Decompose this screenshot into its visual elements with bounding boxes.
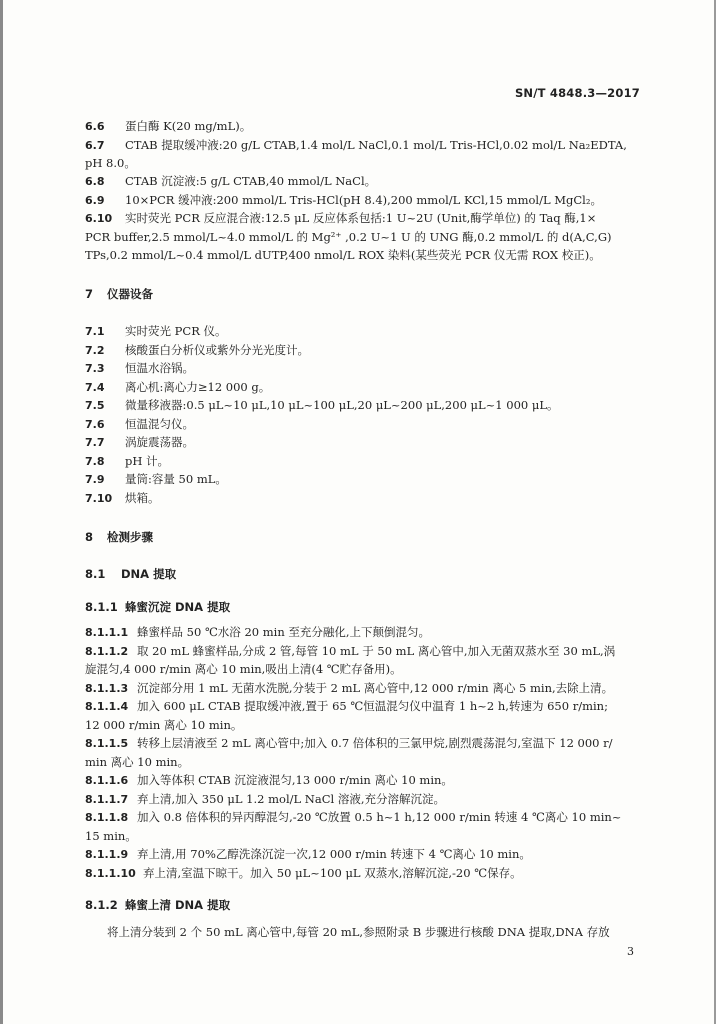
clause-6-10-cont2: TPs,0.2 mmol/L~0.4 mmol/L dUTP,400 nmol/L ROX 染料(某些荧光 PCR 仪无需 ROX 校正)。 bbox=[85, 248, 601, 262]
step-8-1-1-1: 8.1.1.1 蜂蜜样品 50 ℃水浴 20 min 至充分融化,上下颠倒混匀。 bbox=[85, 625, 431, 639]
step-8-1-1-2-cont: 旋混匀,4 000 r/min 离心 10 min,吸出上清(4 ℃贮存备用)。 bbox=[85, 662, 402, 676]
standard-number: SN/T 4848.3—2017 bbox=[514, 86, 640, 100]
clause-7-2: 7.2 核酸蛋白分析仪或紫外分光光度计。 bbox=[85, 343, 309, 357]
clause-6-10: 6.10 实时荧光 PCR 反应混合液:12.5 μL 反应体系包括:1 U~2U (Unit,酶学单位) 的 Taq 酶,1× bbox=[85, 211, 597, 225]
step-8-1-1-5: 8.1.1.5 转移上层清液至 2 mL 离心管中;加入 0.7 倍体积的三氯甲烷,剧烈震荡混匀,室温下 12 000 r/ bbox=[85, 736, 613, 750]
clause-7-5: 7.5 微量移液器:0.5 μL~10 μL,10 μL~100 μL,20 μL~200 μL,200 μL~1 000 μL。 bbox=[85, 398, 559, 412]
section-8-1-2-heading: 8.1.2 蜂蜜上清 DNA 提取 bbox=[85, 898, 231, 912]
step-8-1-1-3: 8.1.1.3 沉淀部分用 1 mL 无菌水洗脱,分装于 2 mL 离心管中,12 000 r/min 离心 5 min,去除上清。 bbox=[85, 681, 614, 695]
step-8-1-1-4: 8.1.1.4 加入 600 μL CTAB 提取缓冲液,置于 65 ℃恒温混匀仪中温育 1 h~2 h,转速为 650 r/min; bbox=[85, 699, 608, 713]
step-8-1-1-6: 8.1.1.6 加入等体积 CTAB 沉淀液混匀,13 000 r/min 离心 10 min。 bbox=[85, 773, 453, 787]
clause-7-8: 7.8 pH 计。 bbox=[85, 454, 170, 468]
clause-7-3: 7.3 恒温水浴锅。 bbox=[85, 361, 194, 375]
clause-6-10-cont: PCR buffer,2.5 mmol/L~4.0 mmol/L 的 Mg²⁺ ,0.2 U~1 U 的 UNG 酶,0.2 mmol/L 的 d(A,C,G) bbox=[85, 230, 612, 244]
clause-6-8: 6.8 CTAB 沉淀液:5 g/L CTAB,40 mmol/L NaCl。 bbox=[85, 174, 377, 188]
step-8-1-1-10: 8.1.1.10 弃上清,室温下晾干。加入 50 μL~100 μL 双蒸水,溶解沉淀,-20 ℃保存。 bbox=[85, 866, 522, 880]
step-8-1-1-4-cont: 12 000 r/min 离心 10 min。 bbox=[85, 718, 243, 732]
clause-7-4: 7.4 离心机:离心力≥12 000 g。 bbox=[85, 380, 271, 394]
clause-6-9: 6.9 10×PCR 缓冲液:200 mmol/L Tris-HCl(pH 8.4),200 mmol/L KCl,15 mmol/L MgCl₂。 bbox=[85, 193, 602, 207]
clause-6-6: 6.6 蛋白酶 K(20 mg/mL)。 bbox=[85, 119, 252, 133]
section-8-heading: 8 检测步骤 bbox=[85, 530, 153, 544]
step-8-1-1-8: 8.1.1.8 加入 0.8 倍体积的异丙醇混匀,-20 ℃放置 0.5 h~1 h,12 000 r/min 转速 4 ℃离心 10 min~ bbox=[85, 810, 622, 824]
step-8-1-1-5-cont: min 离心 10 min。 bbox=[85, 755, 190, 769]
section-8-1-1-heading: 8.1.1 蜂蜜沉淀 DNA 提取 bbox=[85, 600, 231, 614]
section-8-1-heading: 8.1 DNA 提取 bbox=[85, 567, 177, 581]
section-8-1-2-text: 将上清分装到 2 个 50 mL 离心管中,每管 20 mL,参照附录 B 步骤进行核酸 DNA 提取,DNA 存放 bbox=[107, 925, 610, 939]
scan-edge-left bbox=[0, 0, 3, 1024]
section-7-heading: 7 仪器设备 bbox=[85, 287, 153, 301]
step-8-1-1-9: 8.1.1.9 弃上清,用 70%乙醇洗涤沉淀一次,12 000 r/min 转速下 4 ℃离心 10 min。 bbox=[85, 847, 531, 861]
step-8-1-1-2: 8.1.1.2 取 20 mL 蜂蜜样品,分成 2 管,每管 10 mL 于 50 mL 离心管中,加入无菌双蒸水至 30 mL,涡 bbox=[85, 644, 616, 658]
clause-7-7: 7.7 涡旋震荡器。 bbox=[85, 435, 194, 449]
page-number: 3 bbox=[627, 945, 634, 958]
clause-7-10: 7.10 烘箱。 bbox=[85, 491, 160, 505]
clause-7-1: 7.1 实时荧光 PCR 仪。 bbox=[85, 324, 227, 338]
clause-6-7: 6.7 CTAB 提取缓冲液:20 g/L CTAB,1.4 mol/L NaCl,0.1 mol/L Tris-HCl,0.02 mol/L Na₂EDTA, bbox=[85, 138, 627, 152]
clause-6-7-cont: pH 8.0。 bbox=[85, 156, 136, 170]
clause-7-9: 7.9 量筒:容量 50 mL。 bbox=[85, 472, 227, 486]
step-8-1-1-8-cont: 15 min。 bbox=[85, 829, 137, 843]
step-8-1-1-7: 8.1.1.7 弃上清,加入 350 μL 1.2 mol/L NaCl 溶液,充分溶解沉淀。 bbox=[85, 792, 446, 806]
clause-7-6: 7.6 恒温混匀仪。 bbox=[85, 417, 194, 431]
